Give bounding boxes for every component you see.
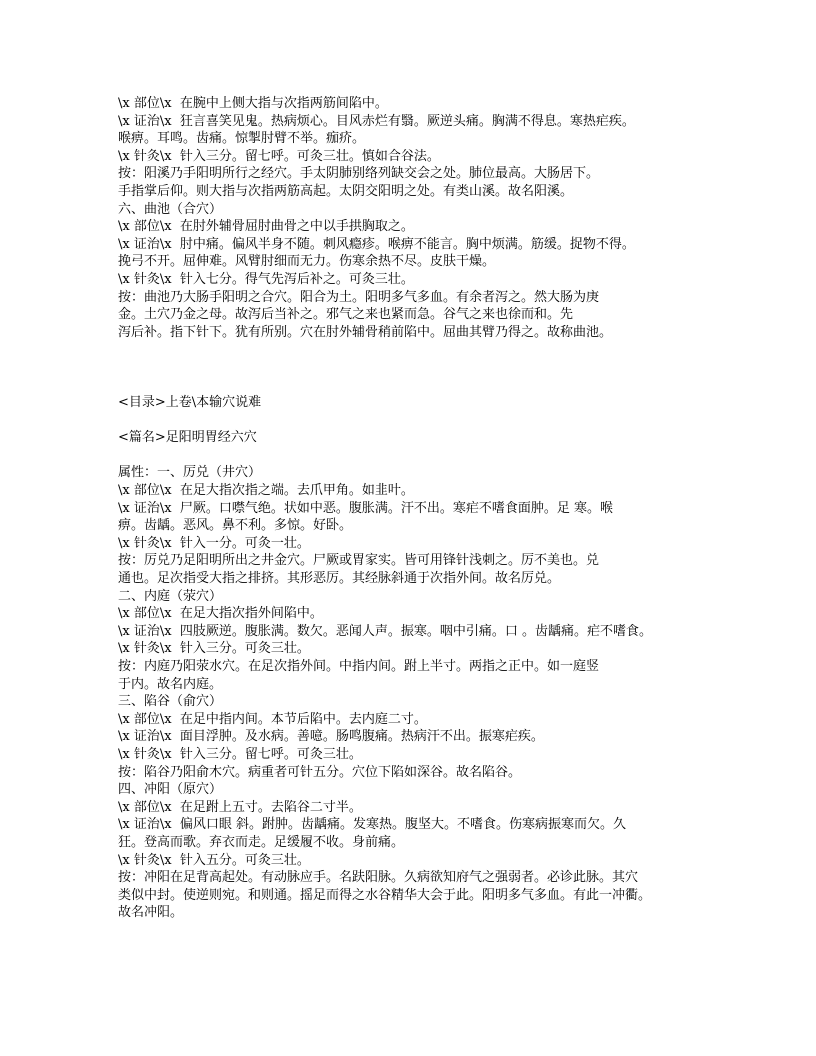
- text-line: \x 部位\x 在足中指内间。本节后陷中。去内庭二寸。: [118, 711, 427, 727]
- chapter-title: <篇名>足阳明胃经六穴: [118, 430, 257, 446]
- text-line: 按：陷谷乃阳俞木穴。病重者可针五分。穴位下陷如深谷。故名陷谷。: [118, 764, 522, 780]
- text-line: \x 证治\x 尸厥。口噤气绝。状如中恶。腹胀满。汗不出。寒疟不嗜食面肿。足 寒。喉: [118, 500, 613, 516]
- section-yangxi-quchi: [118, 95, 718, 341]
- text-line: 按：阳溪乃手阳明所行之经穴。手太阴肺别络列缺交会之处。肺位最高。大肠居下。: [118, 166, 600, 182]
- text-line: \x 证治\x 肘中痛。偏风半身不随。刺风瘾疹。喉痹不能言。胸中烦满。筋缓。捉物不得。: [118, 236, 635, 252]
- text-line: \x 证治\x 面目浮肿。及水病。善噫。肠鸣腹痛。热病汗不出。振寒疟疾。: [118, 729, 544, 745]
- text-line: \x 针灸\x 针入五分。可灸三壮。: [118, 852, 310, 868]
- spacer: [118, 447, 718, 465]
- text-line: 泻后补。指下针下。犹有所别。穴在肘外辅骨稍前陷中。屈曲其臂乃得之。故称曲池。: [118, 324, 613, 340]
- text-line: 按：曲池乃大肠手阳明之合穴。阳合为土。阳明多气多血。有余者泻之。然大肠为庚: [118, 289, 600, 305]
- text-line: 按：厉兑乃足阳明所出之井金穴。尸厥或胃家实。皆可用锋针浅刺之。厉不美也。兑: [118, 553, 600, 569]
- text-line: 故名冲阳。: [118, 905, 184, 921]
- section-heading: 属性：一、厉兑（井穴）: [118, 465, 262, 481]
- text-line: 按：内庭乃阳荥水穴。在足次指外间。中指内间。跗上半寸。两指之正中。如一庭竖: [118, 659, 600, 675]
- text-line: \x 针灸\x 针入一分。可灸一壮。: [118, 535, 310, 551]
- section-heading: 三、陷谷（俞穴）: [118, 694, 223, 710]
- text-line: 喉痹。耳鸣。齿痛。惊掣肘臂不举。痂疥。: [118, 131, 366, 147]
- text-line: 类似中封。使逆则宛。和则通。摇足而得之水谷精华大会于此。阳明多气多血。有此一冲衢。: [118, 887, 652, 903]
- text-line: \x 证治\x 狂言喜笑见鬼。热病烦心。目风赤烂有翳。厥逆头痛。胸满不得息。寒热疟疾。: [118, 113, 635, 129]
- text-line: \x 针灸\x 针入三分。留七呼。可灸三壮。慎如合谷法。: [118, 148, 440, 164]
- text-line: \x 针灸\x 针入三分。可灸三壮。: [118, 641, 310, 657]
- text-line: 狂。登高而歌。弃衣而走。足缓履不收。身前痛。: [118, 834, 405, 850]
- text-line: \x 针灸\x 针入七分。得气先泻后补之。可灸三壮。: [118, 271, 414, 287]
- text-line: 痹。齿龋。恶风。鼻不利。多惊。好卧。: [118, 518, 353, 534]
- text-line: 按：冲阳在足背高起处。有动脉应手。名趺阳脉。久病欲知府气之强弱者。必诊此脉。其穴: [118, 870, 639, 886]
- toc-line: <目录>上卷\本输穴说难: [118, 395, 262, 411]
- text-line: \x 部位\x 在肘外辅骨屈肘曲骨之中以手拱胸取之。: [118, 219, 414, 235]
- text-line: \x 部位\x 在足大指次指外间陷中。: [118, 606, 323, 622]
- document-page: [118, 95, 718, 922]
- text-line: \x 部位\x 在足大指次指之端。去爪甲角。如韭叶。: [118, 483, 414, 499]
- text-line: \x 针灸\x 针入三分。留七呼。可灸三壮。: [118, 746, 362, 762]
- text-line: 金。土穴乃金之母。故泻后当补之。邪气之来也紧而急。谷气之来也徐而和。先: [118, 307, 574, 323]
- text-line: \x 证治\x 偏风口眼 斜。跗肿。齿龋痛。发寒热。腹坚大。不嗜食。伤寒病振寒而欠。久: [118, 817, 626, 833]
- spacer: [118, 341, 718, 394]
- section-heading: 四、冲阳（原穴）: [118, 782, 223, 798]
- section-stomach-meridian: [118, 464, 718, 921]
- text-line: \x 部位\x 在腕中上侧大指与次指两筋间陷中。: [118, 96, 388, 111]
- text-line: 挽弓不开。屈伸难。风臂肘细而无力。伤寒余热不尽。皮肤干燥。: [118, 254, 496, 270]
- spacer: [118, 412, 718, 430]
- text-line: \x 部位\x 在足跗上五寸。去陷谷二寸半。: [118, 799, 362, 815]
- text-line: 通也。足次指受大指之排挤。其形恶厉。其经脉斜通于次指外间。故名厉兑。: [118, 571, 561, 587]
- text-line: \x 证治\x 四肢厥逆。腹胀满。数欠。恶闻人声。振寒。咽中引痛。口 。齿龋痛。疟不嗜食。: [118, 623, 652, 639]
- text-line: 手指掌后仰。则大指与次指两筋高起。太阴交阳明之处。有类山溪。故名阳溪。: [118, 183, 574, 199]
- text-line: 于内。故名内庭。: [118, 676, 223, 692]
- section-heading: 二、内庭（荥穴）: [118, 588, 223, 604]
- section-heading: 六、曲池（合穴）: [118, 201, 223, 217]
